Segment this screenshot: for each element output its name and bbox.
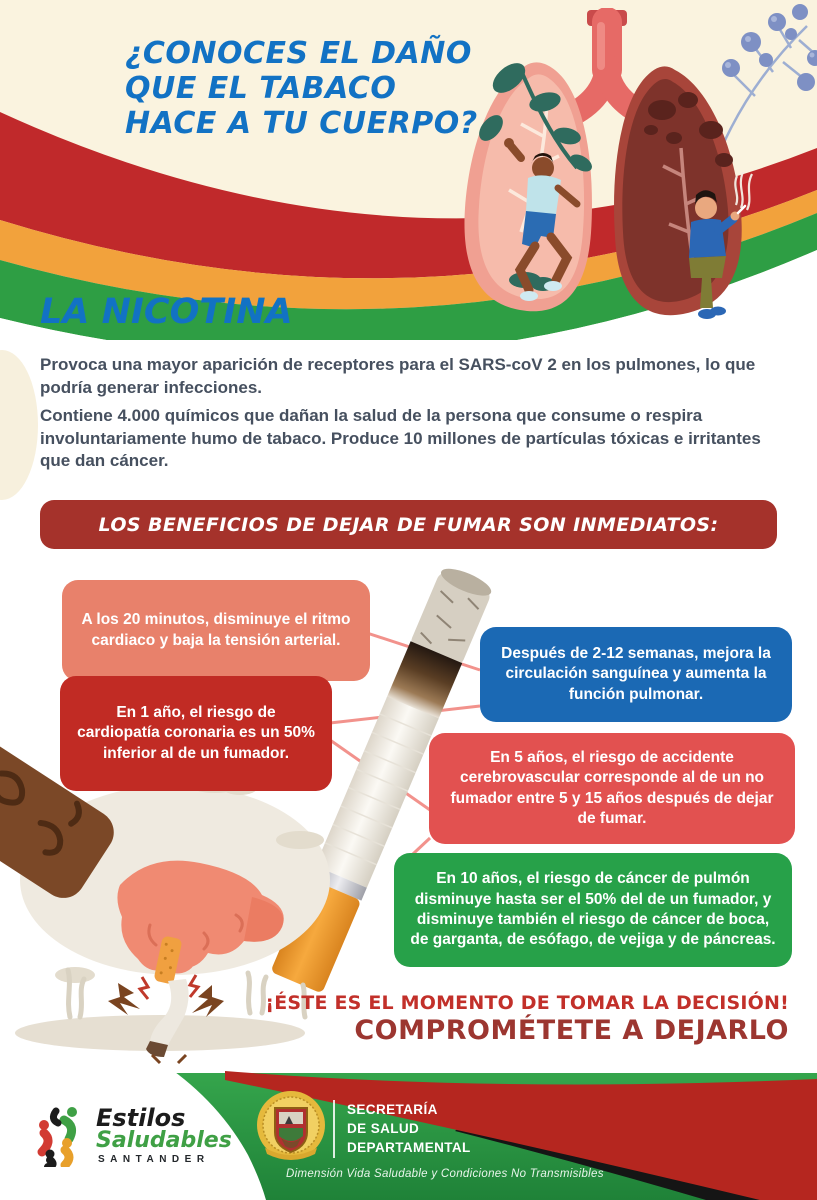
benefits-section [0, 555, 817, 1000]
secretaria-block [347, 1100, 471, 1157]
footer [0, 1055, 817, 1200]
footer-divider [333, 1100, 335, 1158]
benefit-box-5-years [429, 733, 795, 844]
dimension-text: Dimensión Vida Saludable y Condiciones No Transmisibles [286, 1168, 604, 1180]
benefit-text-2-12-weeks: Después de 2-12 semanas, mejora la circulación sanguínea y aumenta la función pulmonar. [501, 644, 771, 703]
section-heading-nicotina: LA NICOTINA [40, 292, 293, 332]
benefit-box-10-years [394, 853, 792, 967]
estilos-logo-icon [36, 1105, 88, 1167]
benefit-text-1-year: En 1 año, el riesgo de cardiopatía coronaria es un 50% inferior al de un fumador. [77, 703, 315, 762]
healthy-lung-icon [464, 57, 594, 311]
lungs-illustration [425, 8, 785, 338]
nicotine-paragraph-2: Contiene 4.000 químicos que dañan la salud de la persona que consume o respira involuntariamente humo de tabaco. Produce 10 millones de partículas tóxicas e irritantes que dan cáncer. [40, 406, 761, 471]
secretaria-line-2: DE SALUD [347, 1121, 420, 1137]
poster-title [125, 36, 478, 141]
benefit-box-1-year [60, 676, 332, 791]
benefits-banner [40, 500, 777, 549]
santander-seal-icon [255, 1088, 327, 1164]
cta-line-1: ¡ÉSTE ES EL MOMENTO DE TOMAR LA DECISIÓN! [265, 992, 789, 1014]
benefit-text-20-minutes: A los 20 minutos, disminuye el ritmo cardiaco y baja la tensión arterial. [81, 611, 351, 649]
title-line-2: QUE EL TABACO [125, 71, 397, 107]
benefits-banner-text: LOS BENEFICIOS DE DEJAR DE FUMAR SON INMEDIATOS: [98, 513, 719, 536]
logo-word-saludables: Saludables [96, 1127, 232, 1153]
title-line-3: HACE A TU CUERPO? [125, 106, 478, 142]
logo-word-santander: SANTANDER [98, 1153, 210, 1165]
cta-line-2: COMPROMÉTETE A DEJARLO [354, 1015, 789, 1046]
nicotine-paragraph-1: Provoca una mayor aparición de receptores para el SARS-coV 2 en los pulmones, lo que podría generar infecciones. [40, 355, 756, 397]
benefit-text-5-years: En 5 años, el riesgo de accidente cerebrovascular corresponde al de un no fumador entre 5 y 15 años después de dejar de fumar. [450, 748, 774, 827]
logo-word-estilos: Estilos [96, 1104, 186, 1133]
title-line-1: ¿CONOCES EL DAÑO [125, 36, 472, 71]
secretaria-line-3: DEPARTAMENTAL [347, 1140, 471, 1156]
benefit-box-2-12-weeks [480, 627, 792, 722]
estilos-saludables-logo [36, 1105, 232, 1167]
secretaria-line-1: SECRETARÍA [347, 1102, 438, 1117]
benefit-text-10-years: En 10 años, el riesgo de cáncer de pulmón disminuye hasta ser el 50% del de un fumador, y disminuye también el riesgo de cáncer de boca, de garganta, de esófago, de vejiga y de páncreas. [410, 870, 776, 949]
damaged-lung-icon [614, 66, 752, 319]
call-to-action [265, 992, 789, 1046]
benefit-box-20-minutes [62, 580, 370, 681]
cream-blob-decoration [0, 350, 38, 500]
